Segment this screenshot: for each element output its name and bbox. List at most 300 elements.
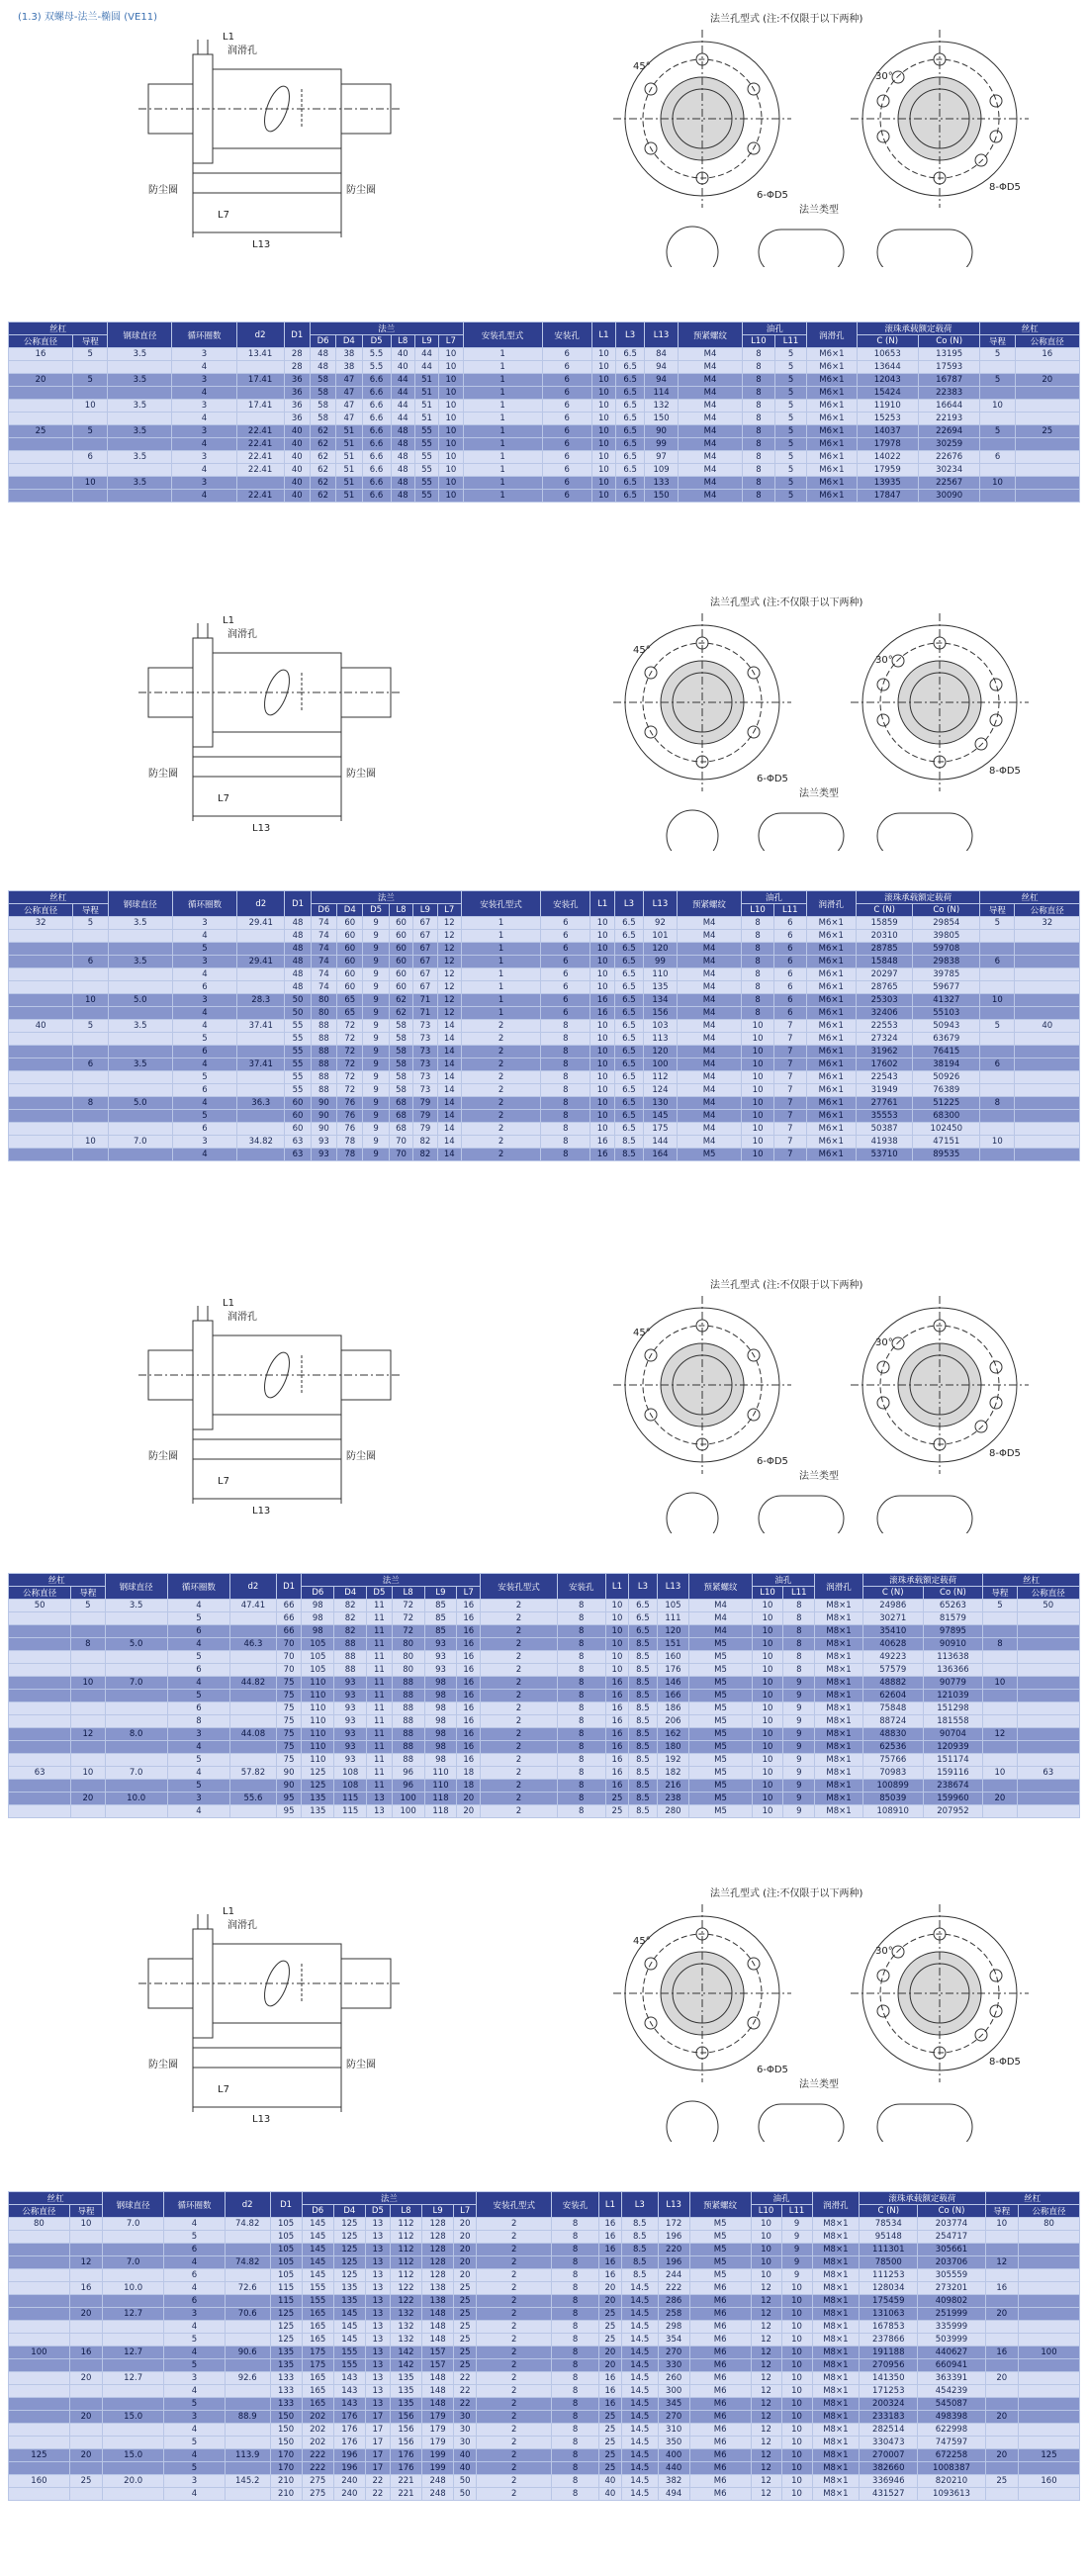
cell: 16 [9,348,73,361]
cell [69,2488,102,2501]
cell: 50 [454,2488,477,2501]
cell: 165 [302,2372,333,2385]
cell: 3 [172,400,236,413]
cell: 8.5 [629,1638,657,1651]
cell: 72 [337,1020,363,1033]
cell: 40 [454,2449,477,2462]
cell [9,2308,70,2321]
cell-nominal-right [1017,1664,1079,1677]
hdr-thread: 预紧螺纹 [677,891,741,917]
cell: 60 [389,943,412,956]
cell: 10 [591,374,615,387]
cell: M4 [677,1033,741,1046]
cell: 2 [481,1805,558,1818]
cell: 10 [590,968,614,981]
cell: 105 [270,2218,302,2231]
cell: 145 [333,2321,365,2334]
cell: 30259 [918,438,979,451]
cell: 72 [392,1612,424,1625]
cell: 7 [773,1046,806,1058]
cell: 51 [414,374,438,387]
cell: 22567 [918,477,979,490]
cell-nominal-right [1015,1007,1080,1020]
cell: 82 [413,1136,437,1149]
cell [9,1625,71,1638]
cell-nominal-right: 20 [1015,374,1079,387]
table-row [9,387,1080,400]
cell: 14 [437,1046,461,1058]
cell: 8 [557,1612,605,1625]
cell: 82 [413,1149,437,1161]
cell [230,1612,277,1625]
cell: 1 [461,930,540,943]
cell-nominal-right [1019,2334,1080,2346]
cell: 22193 [918,413,979,425]
cell: 145 [302,2244,333,2256]
cell-lead-right [985,2321,1018,2334]
cell: 125 [270,2308,302,2321]
cell: 30090 [918,490,979,503]
cell-nominal-right [1015,361,1079,374]
cell: 25 [605,1805,629,1818]
cell: 150 [270,2437,302,2449]
cell: 35553 [856,1110,912,1123]
cell: 125 [333,2218,365,2231]
cell: 111 [657,1612,689,1625]
cell: 16 [605,1715,629,1728]
cell-lead-right: 10 [980,400,1015,413]
cell: 10 [590,956,614,968]
cell: 8 [552,2334,599,2346]
cell: 28785 [856,943,912,956]
cell [9,2359,70,2372]
cell: M8×1 [815,1767,863,1780]
cell: 40 [284,490,310,503]
cell: 6.5 [614,968,643,981]
cell: 60 [337,917,363,930]
cell [9,2462,70,2475]
cell: 9 [783,1767,815,1780]
cell: 6 [541,1007,590,1020]
dim-8d5: 8-ΦD5 [989,182,1021,193]
cell: M4 [678,400,742,413]
table-row [9,1664,1080,1677]
cell-lead-right: 10 [980,477,1015,490]
cell: 30271 [862,1612,923,1625]
cell: 20310 [856,930,912,943]
table-row [9,438,1080,451]
cell [230,1715,277,1728]
hdr-shaft-right: 丝杠 [980,891,1080,904]
cell: 75 [276,1715,302,1728]
cell [103,2295,164,2308]
cell: 2 [477,2398,552,2411]
cell: 6 [542,425,591,438]
cell: M8×1 [812,2231,860,2244]
table-row [9,2321,1080,2334]
cell: 8 [552,2437,599,2449]
cell: 10 [591,477,615,490]
cell: 10 [751,2269,781,2282]
cell: 6 [541,968,590,981]
cell: 60 [389,981,412,994]
cell: 72 [337,1046,363,1058]
cell: 2 [461,1149,540,1161]
cell-nominal-right: 50 [1017,1600,1079,1612]
cell: 8.5 [629,1702,657,1715]
cell: 10 [590,1020,614,1033]
cell: 40 [284,425,310,438]
cell [69,2385,102,2398]
cell: 202 [302,2424,333,2437]
cell: 48 [391,477,414,490]
cell: 175 [644,1123,678,1136]
flange-holes-note: 法兰孔型式 (注:不仅限于以下两种) [710,598,863,608]
cell: M6 [689,2346,751,2359]
spec-table-2: 丝杠 钢球直径 循环圈数 d2 D1 法兰 安装孔型式 安装孔 L1 L3 L13 预紧螺纹 油孔 润滑孔 滚珠承载额定载荷 丝杠 公称直径 导程 D6 D4 D5 L8 L9 L7 L10 L11 C (N) Co (N) 导程 公称直径 32 5 3.5 3 29.41 48 74 60 9 60 67 12 1 6 10 6.5 92 M4 8 6 M6×1 15859 29854 5 32 4 48 74 60 9 60 67 12 1 6 10 6.5 101 M4 8 6 M6×1 20310 39805 5 48 74 60 9 60 67 12 1 6 10 6.5 120 M4 8 6 M6×1 28785 59708 6 3.5 3 29.41 48 74 60 9 60 67 12 1 6 10 6.5 99 M4 8 6 M6×1 15848 29838 6 4 48 74 60 9 60 67 12 1 6 10 6.5 110 M4 8 6 M6×1 20297 39785 6 48 74 60 9 60 67 12 1 6 10 6.5 135 M4 8 6 M6×1 28765 59677 10 5.0 3 28.3 50 80 65 9 62 71 12 1 6 16 6.5 134 M4 8 6 M6×1 25303 41327 10 4 50 80 65 9 62 71 12 1 6 16 6.5 156 M4 8 6 M6×1 32406 55103 40 5 3.5 4 37.41 55 88 72 9 58 73 14 2 8 10 6.5 103 M4 10 7 M6×1 22553 50943 5 40 5 55 88 72 9 58 73 14 2 8 10 6.5 113 M4 10 7 M6×1 27324 63679 6 55 88 72 9 58 73 14 2 8 10 6.5 120 M4 10 7 M6×1 31962 76415 6 3.5 4 37.41 55 88 72 9 58 73 14 2 8 10 6.5 100 M4 10 7 M6×1 17602 38194 6 5 55 88 72 9 58 73 14 2 8 10 6.5 112 M4 10 7 M6×1 22543 50926 6 55 88 72 9 58 73 14 2 8 10 6.5 124 M4 10 7 M6×1 31949 76389 8 5.0 4 36.3 60 90 76 9 68 79 14 2 8 10 6.5 130 M4 10 7 M6×1 27761 51225 8 5 60 90 76 9 68 79 14 2 8 10 6.5 145 M4 10 7 M6×1 35553 68300 6 60 90 76 9 68 79 14 2 8 10 6.5 175 M4 10 7 M6×1 50387 102450 10 7.0 3 34.82 63 93 78 9 70 82 14 2 8 16 8.5 144 M4 10 7 M6×1 41938 47151 10 4 63 93 78 9 70 82 14 2 8 16 8.5 164 M5 10 7 M6×1 53710 89535 [8,890,1080,1161]
cell: 244 [658,2269,689,2282]
cell: M6×1 [806,1136,856,1149]
cell [108,387,172,400]
cell: 3.5 [108,477,172,490]
cell: 10 [752,1625,783,1638]
cell: 4 [172,361,236,374]
cell: 13 [365,2321,390,2334]
cell-nominal-right: 125 [1019,2449,1080,2462]
cell: 6.5 [614,1020,643,1033]
cell: 5 [73,917,108,930]
cell: 51225 [913,1097,980,1110]
cell: 12 [69,2256,102,2269]
cell: 4 [172,930,236,943]
cell [9,956,73,968]
cell: 73 [413,1058,437,1071]
cell: 6 [542,348,591,361]
cell: 6.5 [614,917,643,930]
cell: 10 [752,1612,783,1625]
cell [9,490,73,503]
cell: 66 [276,1600,302,1612]
cell: 192 [657,1754,689,1767]
hdr-circuits: 循环圈数 [167,1574,229,1600]
cell: 88 [311,1071,336,1084]
dim-l7: L7 [218,2084,229,2095]
cell [9,1741,71,1754]
cell: 4 [172,490,236,503]
cell: 16 [457,1741,481,1754]
cell: 98 [424,1677,457,1690]
cell: 31949 [856,1084,912,1097]
cell: 6.5 [616,464,645,477]
cell-lead-right: 20 [983,1793,1017,1805]
cell: 25 [598,2411,621,2424]
cell-nominal-right [1019,2385,1080,2398]
cell: 2 [477,2295,552,2308]
cell [103,2488,164,2501]
cell: 48 [285,956,311,968]
cell: 221 [390,2475,421,2488]
cell: 108 [334,1780,367,1793]
cell: 67 [413,930,437,943]
cell: 143 [333,2372,365,2385]
cell: 13644 [857,361,918,374]
cell: 80 [311,1007,336,1020]
cell: 2 [461,1046,540,1058]
cell: 6 [164,2295,226,2308]
cell: 133 [270,2398,302,2411]
cell: 13 [365,2282,390,2295]
cell: 112 [390,2218,421,2231]
cell: 8 [743,374,775,387]
cell: 8.5 [621,2244,658,2256]
cell-nominal-right [1015,1046,1080,1058]
cell: 14.5 [621,2475,658,2488]
cell: 155 [333,2359,365,2372]
cell: 93 [334,1715,367,1728]
cell [105,1690,167,1702]
cell: 13935 [857,477,918,490]
cell: M8×1 [815,1741,863,1754]
cell: 2 [461,1110,540,1123]
cell: 440627 [918,2346,985,2359]
cell: 67 [413,981,437,994]
cell: 9 [781,2256,812,2269]
cell: 70 [276,1638,302,1651]
table-row [9,2282,1080,2295]
cell: 10 [590,917,614,930]
cell: 363391 [918,2372,985,2385]
cell: 14 [437,1058,461,1071]
table-row [9,451,1080,464]
hdr-load: 滚珠承载额定载荷 [862,1574,982,1587]
cell: 4 [164,2346,226,2359]
cell-lead-right [983,1741,1017,1754]
cell: 10 [742,1020,774,1033]
hdr-D1: D1 [285,891,311,917]
cell [73,1071,108,1084]
cell: 8 [557,1690,605,1702]
cell: 6.5 [629,1625,657,1638]
cell: 93 [334,1677,367,1690]
cell: 11 [367,1715,393,1728]
cell: 8.5 [621,2269,658,2282]
cell [9,2295,70,2308]
cell: 88 [311,1046,336,1058]
cell: 5 [774,425,807,438]
hdr-D1: D1 [276,1574,302,1600]
cell: 8.5 [629,1728,657,1741]
cell: 93 [334,1702,367,1715]
cell: M8×1 [815,1600,863,1612]
cell: 40 [391,348,414,361]
cell: 118 [424,1805,457,1818]
cell: 2 [461,1058,540,1071]
cell-nominal-right [1017,1612,1079,1625]
cell: 305559 [918,2269,985,2282]
cell [9,1651,71,1664]
cell: 9 [363,1097,389,1110]
cell: 6.6 [362,413,391,425]
cell-nominal-right [1015,464,1079,477]
cell: 167853 [860,2321,918,2334]
cell-lead-right: 10 [983,1767,1017,1780]
cell: M8×1 [812,2462,860,2475]
cell: M8×1 [812,2334,860,2346]
cell-lead-right: 6 [980,956,1015,968]
cell [9,1612,71,1625]
cell: 3.5 [108,374,172,387]
cell: 110 [302,1741,334,1754]
cell: 75766 [862,1754,923,1767]
hdr-ball: 钢球直径 [108,891,172,917]
cell [71,1651,105,1664]
cell: 6.5 [614,1007,643,1020]
cell: 58 [389,1071,412,1084]
cell: 25 [598,2437,621,2449]
table-row [9,1702,1080,1715]
cell: 8 [557,1664,605,1677]
hdr-L13: L13 [657,1574,689,1600]
cell [103,2424,164,2437]
cell: 165 [302,2321,333,2334]
cell-lead-right [980,981,1015,994]
cell: 133 [270,2385,302,2398]
hdr-L13: L13 [644,891,678,917]
cell: 6 [542,374,591,387]
cell: 111301 [860,2244,918,2256]
cell: 8 [783,1625,815,1638]
cell [108,1123,172,1136]
cell: 203774 [918,2218,985,2231]
cell: 4 [164,2321,226,2334]
cell: 88 [334,1638,367,1651]
table-row [9,348,1080,361]
cell: 98 [302,1612,334,1625]
cell: 8 [541,1136,590,1149]
cell: 98 [302,1625,334,1638]
cell: 1 [461,1007,540,1020]
cell: 60 [389,917,412,930]
cell: 67 [413,956,437,968]
cell: 9 [363,981,389,994]
cell [9,1033,73,1046]
cell: 88 [311,1033,336,1046]
hdr-L1: L1 [598,2192,621,2218]
cell: 25 [454,2334,477,2346]
cell: 6.6 [362,464,391,477]
cell: 310 [658,2424,689,2437]
cell: M8×1 [815,1651,863,1664]
table-row [9,1754,1080,1767]
cell: 14 [437,1149,461,1161]
cell: 10 [752,1805,783,1818]
cell: 7 [773,1033,806,1046]
cell: 199 [422,2462,454,2475]
cell-lead-right [985,2488,1018,2501]
cell: 5.5 [362,348,391,361]
cell-lead-right [985,2462,1018,2475]
cell-lead-right [980,387,1015,400]
cell: 8 [783,1664,815,1677]
hdr-shaft: 丝杠 [9,891,109,904]
cell: 160 [657,1651,689,1664]
cell: 203706 [918,2256,985,2269]
cell: 8.5 [621,2218,658,2231]
cell: M5 [689,1677,752,1690]
cell: 202 [302,2437,333,2449]
cell: 12 [751,2385,781,2398]
cell: 75 [276,1702,302,1715]
cell: 11 [367,1767,393,1780]
flange-shape-label: 法兰类型 [799,2079,839,2090]
cell: 38 [336,348,362,361]
cell: 13 [365,2346,390,2359]
cell: 79 [413,1110,437,1123]
cell: 25 [598,2462,621,2475]
cell: 176 [333,2437,365,2449]
cell-lead-right: 5 [980,917,1015,930]
cell: M6 [689,2372,751,2385]
hdr-lead: 导程 [73,904,108,917]
cell: 1 [461,994,540,1007]
cell [225,2424,270,2437]
cell: 4 [167,1638,229,1651]
cell: 125 [302,1780,334,1793]
cell: 10 [752,1754,783,1767]
cell: 9 [783,1754,815,1767]
cell: M5 [689,2269,751,2282]
cell: 6 [773,994,806,1007]
cell-lead-right [985,2295,1018,2308]
cell: 105 [657,1600,689,1612]
cell-nominal-right [1015,1097,1080,1110]
cell: 14.5 [621,2411,658,2424]
cell: 206 [657,1715,689,1728]
cell-lead-right: 5 [980,348,1015,361]
cell: 176 [657,1664,689,1677]
cell: 6 [172,1084,236,1097]
cell: 330 [658,2359,689,2372]
cell: M4 [689,1625,752,1638]
cell: 6.5 [616,451,645,464]
cell: 13 [365,2295,390,2308]
table-row [9,2346,1080,2359]
cell: 8 [557,1651,605,1664]
cell: 382 [658,2475,689,2488]
cell: 145 [302,2231,333,2244]
hdr-L13: L13 [645,322,679,348]
cell: 20 [454,2231,477,2244]
cell: 14022 [857,451,918,464]
cell: 17593 [918,361,979,374]
cell: M6 [689,2334,751,2346]
cell: 47151 [913,1136,980,1149]
cell: 11 [367,1625,393,1638]
cell: 72 [337,1071,363,1084]
cell: 71 [413,1007,437,1020]
cell: M8×1 [812,2424,860,2437]
cell: 8 [541,1033,590,1046]
cell: 7 [773,1123,806,1136]
cell: 93 [424,1651,457,1664]
cell: 9 [783,1741,815,1754]
cell: 22 [454,2385,477,2398]
cell: 48 [285,981,311,994]
cell: 210 [270,2488,302,2501]
table-row [9,2231,1080,2244]
cell: 10 [439,451,463,464]
cell: 6.5 [614,1084,643,1097]
